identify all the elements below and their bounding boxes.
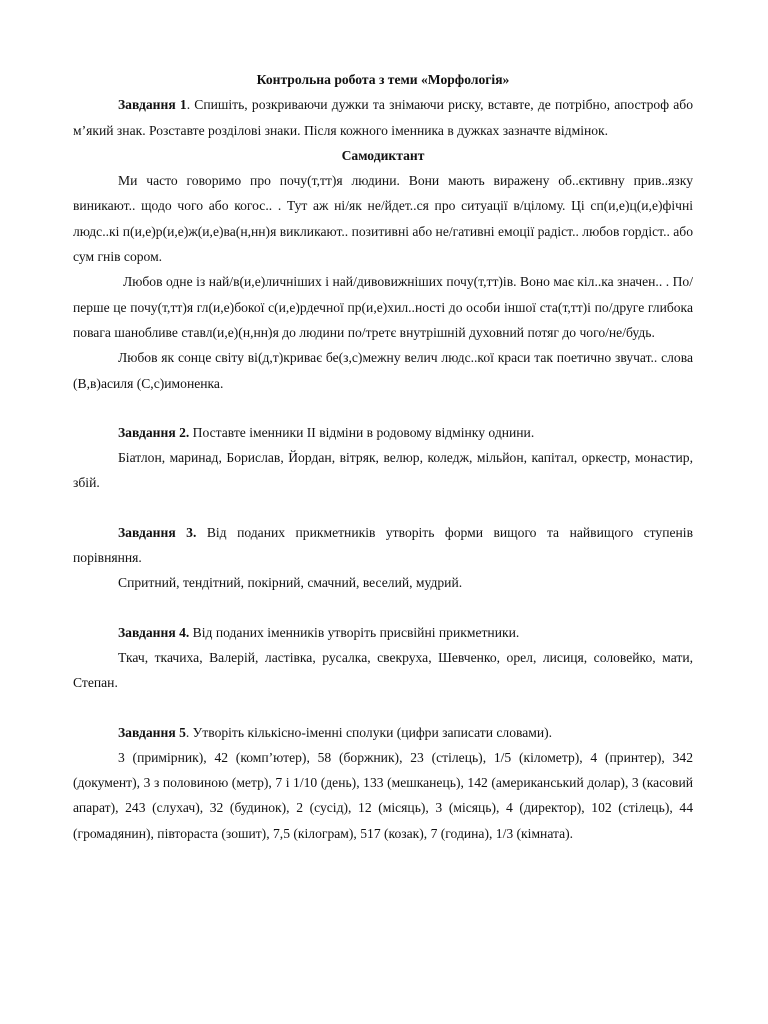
task5-instruction xyxy=(73,720,693,745)
task1-instruction xyxy=(73,92,693,143)
task2-instruction xyxy=(73,420,693,445)
task4-instruction xyxy=(73,620,693,645)
dictation-paragraph-2: Любов одне із най/в(и,е)личніших і най/дивовижніших почу(т,тт)ів. Воно має кіл..ка значен.. . По/перше це почу(т,тт)я гл(и,е)бокої с(и,е)рдечної пр(и,е)хил..ності до особи іншої ста(т,тт)і по/друге глибока повага шанобливе ставл(и,е)(н,нн)я до людини по/третє внутрішній духовний потяг до чого/не/будь. xyxy=(73,274,693,340)
task3-label: Завдання 3. xyxy=(118,524,197,540)
document-page xyxy=(73,67,693,846)
task4-text: Від поданих іменників утворіть присвійні прикметники. xyxy=(189,624,520,640)
page-title: Контрольна робота з теми «Морфологія» xyxy=(256,72,510,87)
task3-words: Спритний, тендітний, покірний, смачний, веселий, мудрий. xyxy=(118,575,463,591)
task1-subtitle: Самодиктант xyxy=(341,147,425,163)
task1-label: Завдання 1 xyxy=(118,97,187,113)
task2-label: Завдання 2. xyxy=(118,424,190,440)
task2-text: Поставте іменники ІІ відміни в родовому відмінку однини. xyxy=(189,424,535,440)
task3-text: Від поданих прикметників утворіть форми вищого та найвищого ступенів порівняння. xyxy=(73,524,693,566)
task4-words: Ткач, ткачиха, Валерій, ластівка, русалка, свекруха, Шевченко, орел, лисиця, соловейко, мати, Степан. xyxy=(73,649,693,691)
task5-label: Завдання 5 xyxy=(118,724,186,740)
task5-words: 3 (примірник), 42 (комп’ютер), 58 (боржник), 23 (стілець), 1/5 (кілометр), 4 (принтер), 342 (документ), 3 з половиною (метр), 7 і 1/10 (день), 133 (мешканець), 142 (американський долар), 3 (касовий апарат), 243 (слухач), 32 (будинок), 2 (сусід), 12 (місяць), 3 (місяць), 4 (директор), 102 (стілець), 44 (громадянин), півтораста (зошит), 7,5 (кілограм), 517 (козак), 7 (година), 1/3 (кімната). xyxy=(73,749,693,841)
task3-instruction xyxy=(73,520,693,571)
task1-text: . Спишіть, розкриваючи дужки та знімаючи риску, вставте, де потрібно, апостроф або м’який знак. Розставте розділові знаки. Після кожного іменника в дужках зазначте відмінок. xyxy=(73,97,693,138)
task4-label: Завдання 4. xyxy=(118,624,190,640)
task5-text: . Утворіть кількісно-іменні сполуки (цифри записати словами). xyxy=(185,724,553,740)
dictation-paragraph-1: Ми часто говоримо про почу(т,тт)я людини. Вони мають виражену об..єктивну прив..язку виникают.. щодо чого або когос.. . Тут аж ні/як не/йдет..ся про ситуації в/цілому. Ці сп(и,е)ц(и,е)фічні людс..кі п(и,е)р(и,е)ж(и,е)ва(н,нн)я викликают.. позитивні або не/гативні емоції радіст.. любов гордіст.. або сум гнів сором. xyxy=(73,173,694,265)
task2-words: Біатлон, маринад, Борислав, Йордан, вітряк, велюр, коледж, мільйон, капітал, оркестр, монастир, збій. xyxy=(73,450,693,491)
dictation-paragraph-3: Любов як сонце світу ві(д,т)криває бе(з,с)межну велич людс..кої краси так поетично звучат.. слова (В,в)асиля (С,с)имоненка. xyxy=(73,350,693,391)
